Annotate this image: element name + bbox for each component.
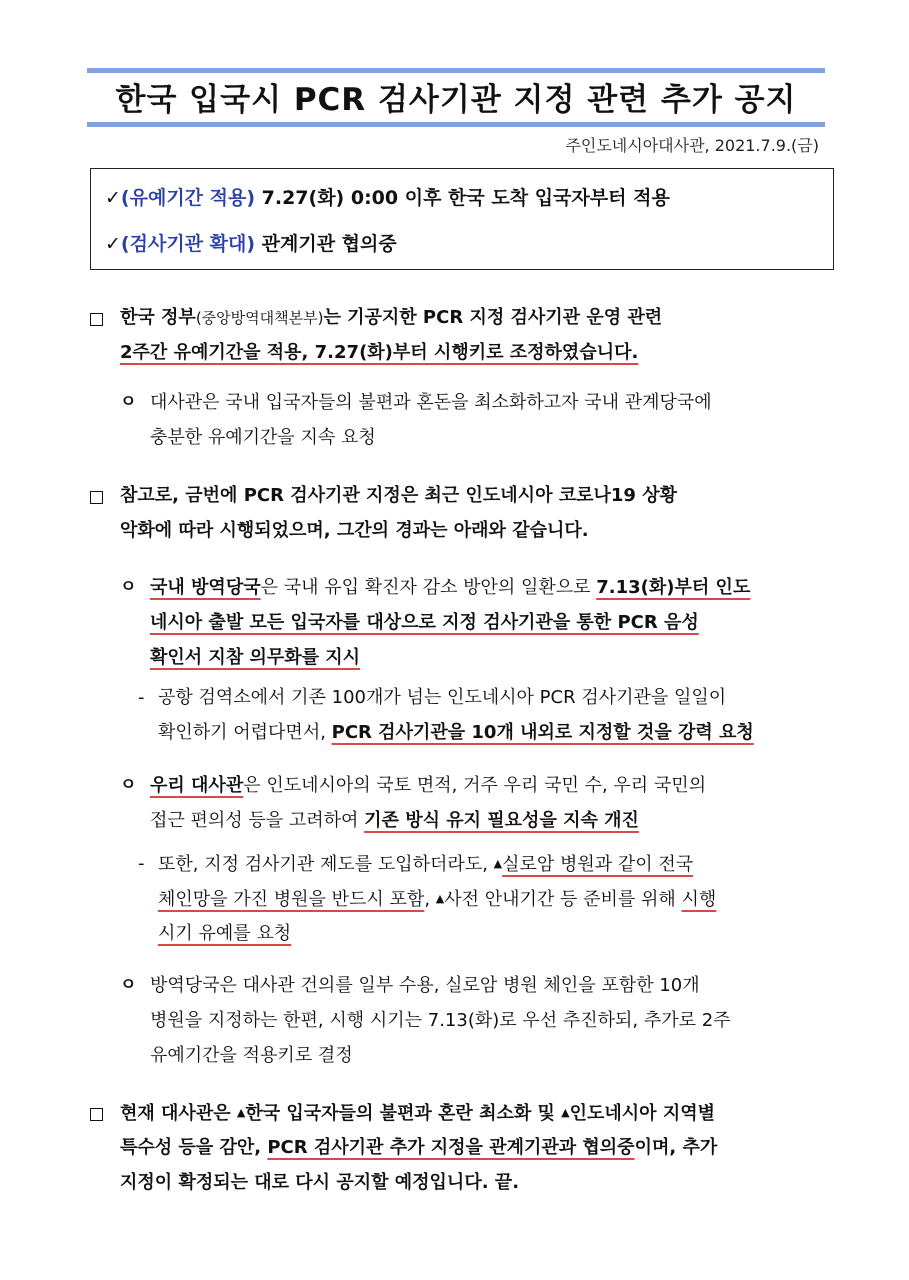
text-line: 참고로, 금번에 PCR 검사기관 지정은 최근 인도네시아 코로나19 상황 [120,485,677,506]
summary-item [105,229,397,256]
section-2-sub-3 [150,968,731,1073]
highlight-text: 국내 방역당국 [150,577,261,598]
text-run: 는 기공지한 PCR 지정 검사기관 운영 관련 [323,307,663,328]
highlight-text: PCR 검사기관을 10개 내외로 지정할 것을 강력 요청 [331,722,754,743]
text-run: 사전 안내기간 등 준비를 위해 [444,889,682,910]
text-line: 방역당국은 대사관 건의를 일부 수용, 실로암 병원 체인을 포함한 10개 [150,975,700,996]
summary-text: 관계기관 협의중 [255,233,397,255]
highlight-text: 시기 유예를 요청 [158,923,292,944]
title-bottom-rule [87,122,825,127]
circle-bullet-icon: ㅇ [120,775,137,795]
text-line: 병원을 지정하는 한편, 시행 시기는 7.13(화)로 우선 추진하되, 추가로 2주 [150,1010,731,1031]
circle-bullet-icon: ㅇ [120,392,137,412]
highlight-text: 확인서 지참 의무화를 지시 [150,647,361,668]
square-bullet-icon [90,491,103,504]
check-icon: ✓ [105,187,121,209]
highlight-text: 기존 방식 유지 필요성을 지속 개진 [364,810,639,831]
summary-tag: (유예기간 적용) [120,187,256,209]
triangle-icon: ▲ [236,1106,246,1119]
text-run: , [424,889,436,910]
square-bullet-icon [90,313,103,326]
text-line: 유예기간을 적용키로 결정 [150,1045,353,1066]
dash-bullet-icon: - [138,853,145,874]
circle-bullet-icon: ㅇ [120,975,137,995]
text-line: 악화에 따라 시행되었으며, 그간의 경과는 아래와 같습니다. [120,520,589,541]
text-run: 이며, 추가 [634,1137,718,1158]
highlight-text: 7.13(화)부터 인도 [596,577,751,598]
text-run: 또한, 지정 검사기관 제도를 도입하더라도, [158,854,494,875]
check-icon: ✓ [105,233,121,255]
text-run: 접근 편의성 등을 고려하여 [150,810,365,831]
text-run: 확인하기 어렵다면서, [158,722,332,743]
text-line: 대사관은 국내 입국자들의 불편과 혼돈을 최소화하고자 국내 관계당국에 [150,392,712,413]
section-1-sub-1 [150,385,712,455]
highlight-text: 우리 대사관 [150,775,244,796]
text-line: 공항 검역소에서 기존 100개가 넘는 인도네시아 PCR 검사기관을 일일이 [158,687,727,708]
triangle-icon: ▲ [435,892,445,905]
text-run: 은 국내 유입 확진자 감소 방안의 일환으로 [260,577,597,598]
section-2-sub-1 [150,570,750,675]
summary-item [105,183,670,210]
dash-bullet-icon: - [138,687,145,708]
triangle-icon: ▲ [561,1106,570,1119]
highlight-text: 체인망을 가진 병원을 반드시 포함 [158,889,425,910]
text-run: 현재 대사관은 [120,1103,237,1124]
section-2-sub-2 [150,768,706,838]
section-2-detail-2 [158,846,716,951]
text-line: 충분한 유예기간을 지속 요청 [150,427,376,448]
highlight-text: 실로암 병원과 같이 전국 [502,854,694,875]
text-run: (중앙방역대책본부) [195,309,324,327]
text-run: 은 인도네시아의 국토 면적, 거주 우리 국민 수, 우리 국민의 [243,775,707,796]
text-run: 인도네시아 지역별 [569,1103,715,1124]
title-top-rule [87,68,825,73]
section-2-text [120,478,677,548]
section-3-text [120,1095,717,1200]
square-bullet-icon [90,1108,103,1121]
text-run: 특수성 등을 감안, [120,1137,268,1158]
byline: 주인도네시아대사관, 2021.7.9.(금) [565,136,819,155]
section-2-detail-1 [158,680,754,750]
text-line: 지정이 확정되는 대로 다시 공지할 예정입니다. 끝. [120,1172,520,1193]
circle-bullet-icon: ㅇ [120,577,137,597]
page-title: 한국 입국시 PCR 검사기관 지정 관련 추가 공지 [115,82,797,118]
summary-text: 7.27(화) 0:00 이후 한국 도착 입국자부터 적용 [255,187,670,209]
text-run: 한국 입국자들의 불편과 혼란 최소화 및 [245,1103,562,1124]
summary-box [90,168,834,270]
text-run: 한국 정부 [120,307,196,328]
highlight-text: 2주간 유예기간을 적용, 7.27(화)부터 시행키로 조정하였습니다. [120,342,639,363]
triangle-icon: ▲ [493,857,503,870]
highlight-text: 네시아 출발 모든 입국자를 대상으로 지정 검사기관을 통한 PCR 음성 [150,612,699,633]
highlight-text: 시행 [681,889,717,910]
summary-tag: (검사기관 확대) [120,233,256,255]
section-1-text [120,300,662,370]
highlight-text: PCR 검사기관 추가 지정을 관계기관과 협의중 [267,1137,635,1158]
